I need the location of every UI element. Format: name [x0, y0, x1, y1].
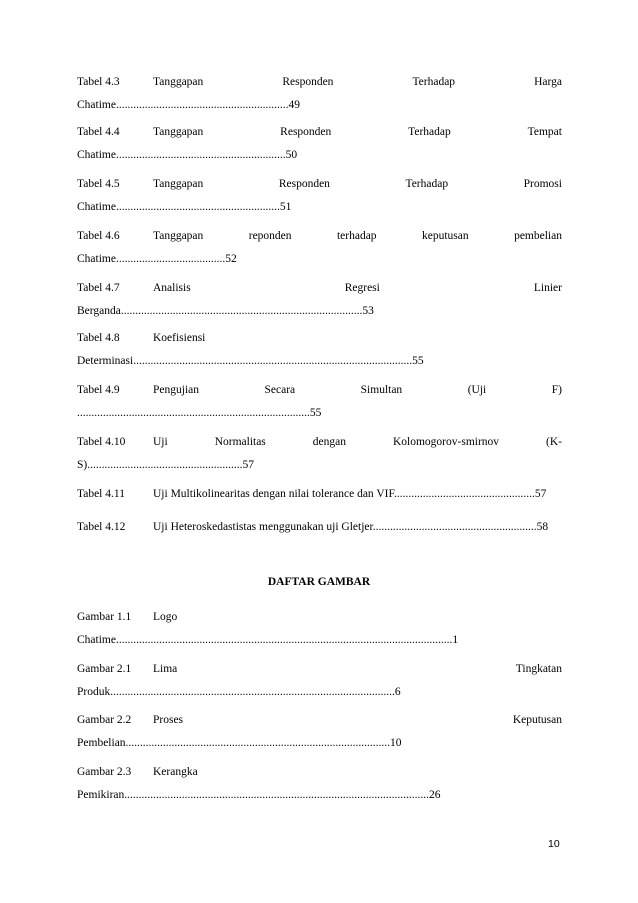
entry-number: Tabel 4.11 — [77, 488, 125, 500]
toc-entry-tabel-4-6 — [77, 228, 562, 267]
entry-word: Tanggapan — [153, 126, 204, 138]
entry-continuation: Chatime.....................................................................................................................1 — [77, 634, 459, 646]
entry-continuation: Chatime......................................52 — [77, 253, 237, 265]
toc-entry-tabel-4-12 — [77, 519, 562, 535]
entry-word: Logo — [153, 611, 178, 623]
entry-word: keputusan — [422, 230, 469, 242]
entry-word: Secara — [264, 384, 296, 396]
entry-continuation: Chatime.........................................................51 — [77, 201, 292, 213]
entry-continuation: Chatime............................................................49 — [77, 99, 300, 111]
toc-entry-tabel-4-7 — [77, 280, 562, 319]
toc-entry-gambar-2-2 — [77, 712, 562, 751]
section-heading: DAFTAR GAMBAR — [267, 576, 371, 588]
entry-word: Terhadap — [408, 126, 451, 138]
entry-continuation: Produk...................................................................................................6 — [77, 686, 401, 698]
entry-word: Kolomogorov-smirnov — [392, 436, 500, 448]
toc-entry-gambar-2-1 — [77, 661, 562, 700]
entry-text: Uji Multikolinearitas dengan nilai tolerance dan VIF.................................................57 — [153, 488, 547, 500]
entry-word: terhadap — [336, 230, 377, 242]
toc-entry-tabel-4-9 — [77, 382, 562, 421]
entry-word: Promosi — [523, 178, 562, 190]
entry-continuation: Determinasi.................................................................................................55 — [77, 355, 424, 367]
entry-continuation: S)......................................................57 — [77, 459, 254, 471]
entry-number: Tabel 4.7 — [77, 282, 120, 294]
toc-entry-tabel-4-5 — [77, 176, 562, 215]
entry-number: Tabel 4.4 — [77, 126, 120, 138]
entry-continuation: .................................................................................55 — [77, 407, 322, 419]
entry-number: Gambar 2.2 — [77, 714, 132, 726]
entry-word: Tingkatan — [515, 663, 562, 675]
entry-word: Responden — [282, 76, 334, 88]
entry-word: Analisis — [153, 282, 191, 294]
entry-word: reponden — [248, 230, 292, 242]
entry-number: Gambar 2.3 — [77, 766, 132, 778]
entry-word: Uji — [153, 436, 168, 448]
entry-word: dengan — [312, 436, 346, 448]
entry-word: Linier — [533, 282, 562, 294]
entry-word: Harga — [534, 76, 562, 88]
entry-continuation: Pemikiran..........................................................................................................26 — [77, 789, 441, 801]
entry-continuation: Berganda....................................................................................53 — [77, 305, 374, 317]
entry-word: Proses — [153, 714, 184, 726]
entry-number: Gambar 1.1 — [77, 611, 132, 623]
entry-word: Simultan — [360, 384, 403, 396]
entry-continuation: Chatime...........................................................50 — [77, 149, 298, 161]
entry-word: Responden — [278, 178, 330, 190]
toc-entry-tabel-4-3 — [77, 74, 562, 113]
entry-word: Tempat — [527, 126, 562, 138]
entry-number: Tabel 4.8 — [77, 332, 120, 344]
toc-entry-tabel-4-10 — [77, 434, 562, 473]
entry-word: Responden — [280, 126, 332, 138]
entry-word: Keputusan — [512, 714, 562, 726]
entry-word: (K- — [546, 436, 562, 448]
entry-number: Tabel 4.6 — [77, 230, 120, 242]
page-number: 10 — [548, 838, 560, 850]
entry-number: Tabel 4.12 — [77, 521, 126, 533]
entry-word: Terhadap — [405, 178, 449, 190]
entry-number: Tabel 4.5 — [77, 178, 120, 190]
entry-word: Kerangka — [153, 766, 198, 778]
entry-word: Tanggapan — [153, 178, 204, 190]
toc-entry-gambar-1-1 — [77, 609, 562, 648]
entry-word: Tanggapan — [153, 76, 204, 88]
entry-word: pembelian — [514, 230, 562, 242]
entry-word: Terhadap — [412, 76, 456, 88]
entry-number: Tabel 4.9 — [77, 384, 120, 396]
entry-number: Tabel 4.3 — [77, 76, 120, 88]
entry-word: Normalitas — [214, 436, 266, 448]
toc-entry-tabel-4-11 — [77, 486, 562, 502]
toc-entry-tabel-4-8 — [77, 330, 562, 369]
entry-number: Tabel 4.10 — [77, 436, 126, 448]
entry-word: Tanggapan — [153, 230, 204, 242]
entry-number: Gambar 2.1 — [77, 663, 132, 675]
toc-entry-gambar-2-3 — [77, 764, 562, 803]
entry-word: F) — [551, 384, 562, 396]
entry-word: Koefisiensi — [153, 332, 206, 344]
entry-continuation: Pembelian............................................................................................10 — [77, 737, 402, 749]
entry-text: Uji Heteroskedastistas menggunakan uji Gletjer.........................................................58 — [153, 521, 549, 533]
entry-word: Pengujian — [153, 384, 199, 396]
entry-word: (Uji — [467, 384, 487, 396]
entry-word: Regresi — [344, 282, 380, 294]
entry-word: Lima — [153, 663, 178, 675]
toc-entry-tabel-4-4 — [77, 124, 562, 163]
